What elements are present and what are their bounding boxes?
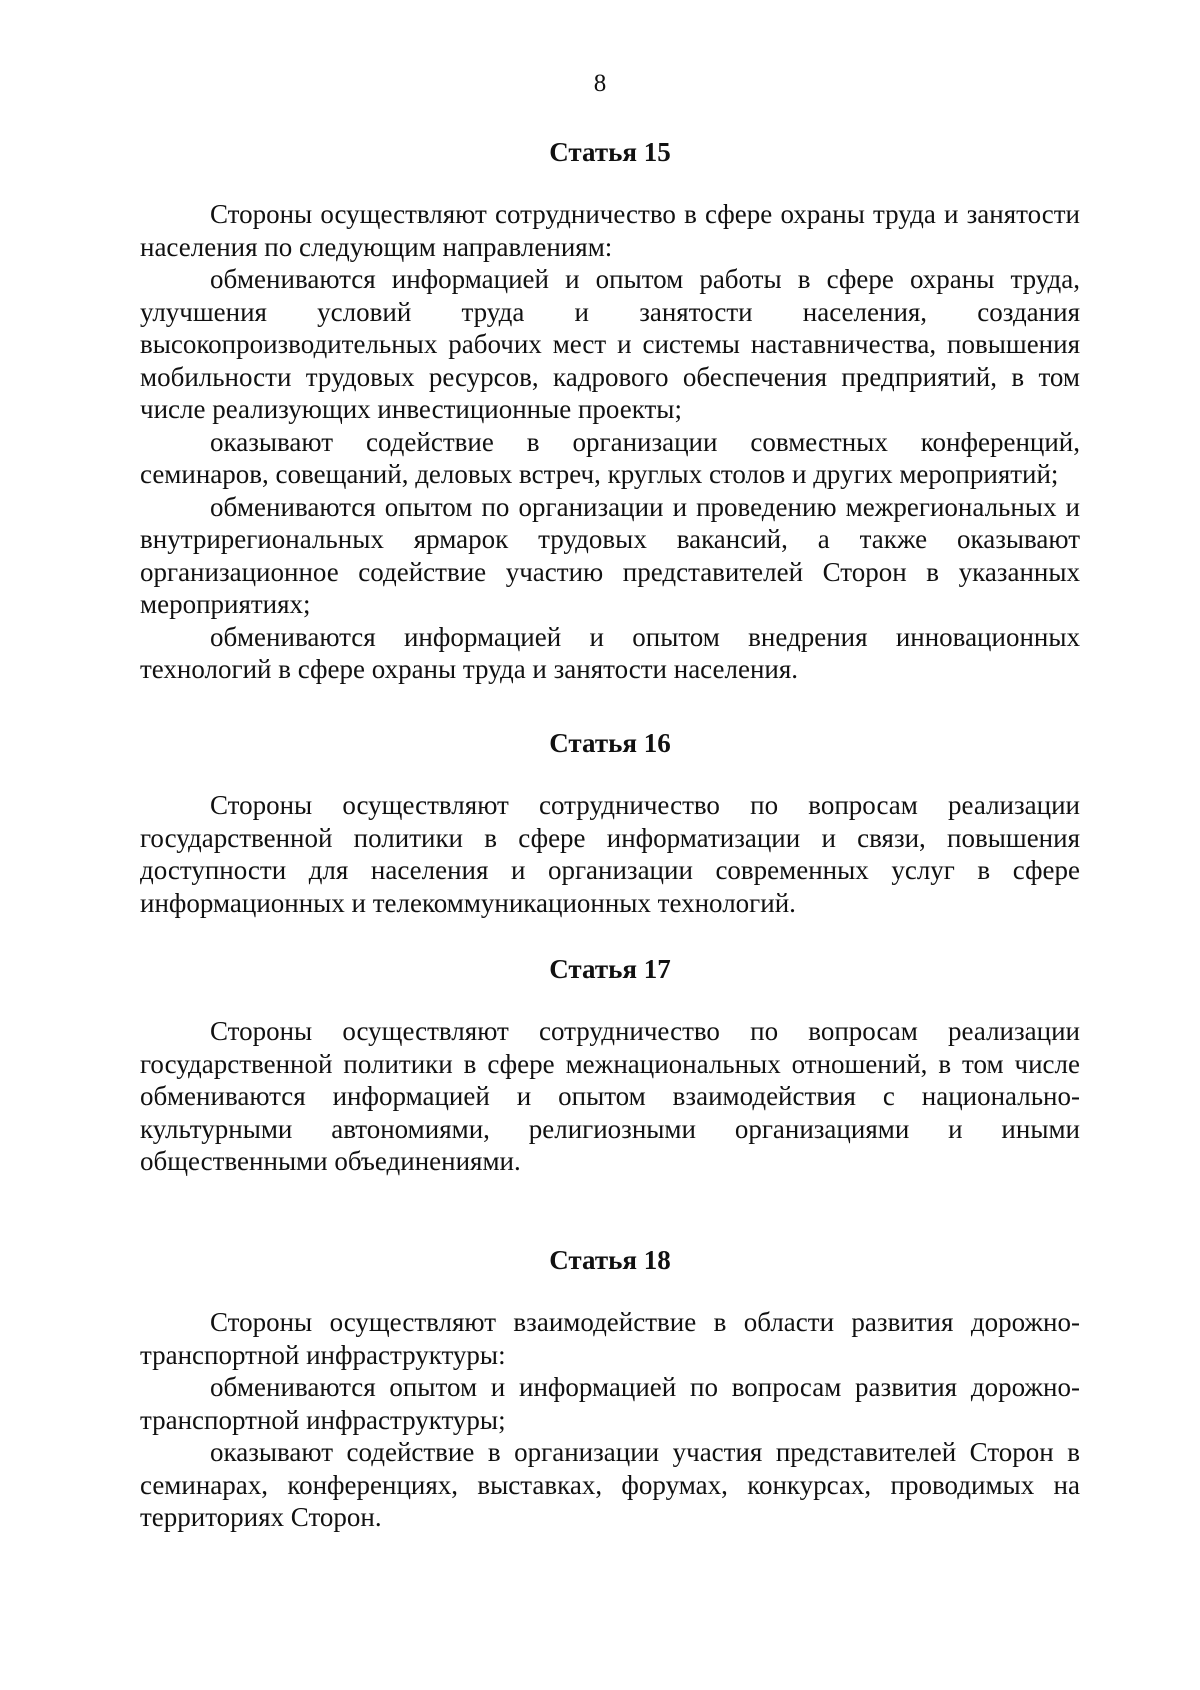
paragraph: оказывают содействие в организации участия представителей Сторон в семинарах, конференциях, выставках, форумах, конкурсах, проводимых на территориях Сторон. <box>140 1437 1080 1532</box>
article-title: Статья 18 <box>549 1245 671 1275</box>
paragraph: обмениваются опытом и информацией по вопросам развития дорожно-транспортной инфраструктуры; <box>140 1372 1080 1435</box>
article-title: Статья 16 <box>549 728 671 758</box>
paragraph: Стороны осуществляют сотрудничество в сфере охраны труда и занятости населения по следующим направлениям: <box>140 199 1080 262</box>
article-body <box>140 198 1080 686</box>
paragraph: Стороны осуществляют сотрудничество по вопросам реализации государственной политики в сфере межнациональных отношений, в том числе обмениваются информацией и опытом взаимодействия с национально-культурными автономиями, религиозными организациями и иными общественными объединениями. <box>140 1016 1080 1176</box>
article-body <box>140 1306 1080 1534</box>
paragraph: обмениваются информацией и опытом внедрения инновационных технологий в сфере охраны труда и занятости населения. <box>140 621 1080 684</box>
article-17 <box>140 953 1080 1178</box>
page-number: 8 <box>593 70 607 97</box>
paragraph: Стороны осуществляют сотрудничество по вопросам реализации государственной политики в сфере информатизации и связи, повышения доступности для населения и организации современных услуг в сфере информационных и телекоммуникационных технологий. <box>140 790 1080 918</box>
article-16 <box>140 727 1080 919</box>
article-body <box>140 789 1080 919</box>
paragraph: обмениваются опытом по организации и проведению межрегиональных и внутрирегиональных ярмарок трудовых вакансий, а также оказывают организационное содействие участию представителей Сторон в указанных мероприятиях; <box>140 491 1080 619</box>
paragraph: обмениваются информацией и опытом работы в сфере охраны труда, улучшения условий труда и занятости населения, создания высокопроизводительных рабочих мест и системы наставничества, повышения мобильности трудовых ресурсов, кадрового обеспечения предприятий, в том числе реализующих инвестиционные проекты; <box>140 264 1080 424</box>
article-body <box>140 1015 1080 1178</box>
article-15 <box>140 136 1080 686</box>
article-18 <box>140 1244 1080 1534</box>
article-title: Статья 17 <box>549 954 671 984</box>
paragraph: Стороны осуществляют взаимодействие в области развития дорожно-транспортной инфраструктуры: <box>140 1307 1080 1370</box>
article-title: Статья 15 <box>549 137 671 167</box>
paragraph: оказывают содействие в организации совместных конференций, семинаров, совещаний, деловых встреч, круглых столов и других мероприятий; <box>140 426 1080 489</box>
